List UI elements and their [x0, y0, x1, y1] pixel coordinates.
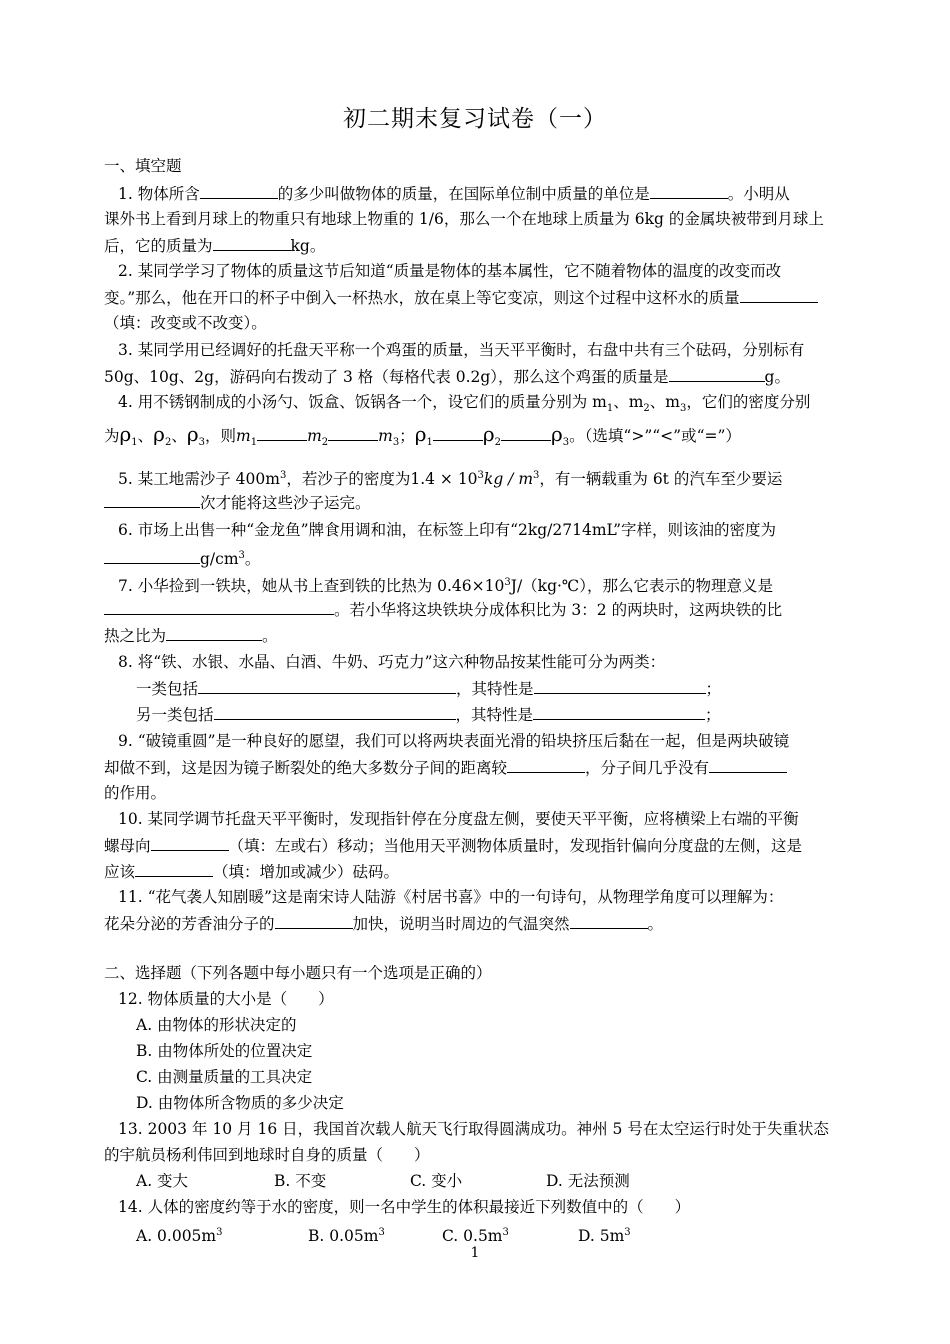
- mass-symbol: m: [307, 427, 322, 445]
- q8-line-3: [136, 704, 858, 725]
- q2-line-3: （填：改变或不改变）。: [104, 314, 267, 332]
- mass-symbol: m: [235, 427, 251, 445]
- superscript: 3: [533, 470, 540, 481]
- q9-line-1: 9. “破镜重圆”是一种良好的愿望，我们可以将两块表面光滑的铅块挤压后黏在一起，但是两块破镜: [118, 732, 790, 750]
- answer-blank[interactable]: [275, 913, 353, 929]
- text: 后，它的质量为: [104, 237, 213, 255]
- answer-blank[interactable]: [740, 287, 818, 303]
- q14-option-b[interactable]: [308, 1223, 442, 1246]
- text: 、m: [649, 393, 680, 411]
- superscript: 3: [238, 550, 245, 561]
- text: J/（kg·℃），那么它表示的物理意义是: [510, 577, 774, 595]
- text: g/cm: [200, 550, 239, 568]
- subscript: 2: [321, 437, 329, 448]
- q9-line-2: [104, 757, 858, 778]
- text: 为: [104, 427, 120, 445]
- text: 1. 物体所含: [118, 185, 200, 203]
- text: C. 0.5m: [442, 1227, 503, 1245]
- q2-line-1: 2. 某同学学习了物体的质量这节后知道“质量是物体的基本属性，它不随着物体的温度的改变而改: [118, 262, 782, 280]
- superscript: 3: [504, 577, 511, 588]
- text: ，其特性是: [455, 706, 534, 724]
- density-value: 1.4 × 10: [410, 470, 478, 488]
- subscript: 3: [680, 403, 687, 414]
- q3-line-2: [104, 366, 858, 387]
- text: 5. 某工地需沙子 400m: [118, 470, 280, 488]
- text: ；: [399, 427, 415, 445]
- answer-blank[interactable]: [570, 913, 648, 929]
- rho-symbol: ρ: [414, 422, 427, 446]
- text: 。: [262, 627, 278, 645]
- q9-line-3: 的作用。: [104, 784, 167, 802]
- q10-line-1: 10. 某同学调节托盘天平平衡时，发现指针停在分度盘左侧，要使天平平衡，应将横梁上右端的平衡: [118, 810, 799, 828]
- text: 变。”那么，他在开口的杯子中倒入一杯热水，放在桌上等它变凉，则这个过程中这杯水的质量: [104, 289, 740, 307]
- page-number: 1: [470, 1245, 480, 1261]
- q4-line-2: [104, 424, 858, 453]
- subscript: 1: [131, 437, 138, 448]
- text: 、: [171, 427, 187, 445]
- answer-blank[interactable]: [200, 183, 278, 199]
- q7-line-1: [118, 573, 858, 596]
- answer-blank[interactable]: [104, 492, 200, 508]
- q3-line-1: 3. 某同学用已经调好的托盘天平称一个鸡蛋的质量，当天平平衡时，右盘中共有三个砝码，分别标有: [118, 341, 805, 359]
- subscript: 2: [164, 437, 172, 448]
- q8-line-2: [136, 678, 858, 699]
- answer-blank[interactable]: [433, 425, 483, 441]
- text: 、: [137, 427, 154, 445]
- subscript: 3: [562, 437, 570, 448]
- q14-option-d[interactable]: [578, 1223, 631, 1246]
- q13-option-a[interactable]: A. 变大: [136, 1172, 189, 1190]
- superscript: 3: [624, 1227, 631, 1238]
- text: ，若沙子的密度为: [286, 470, 411, 488]
- q7-line-3: [104, 625, 858, 646]
- text: 、m: [613, 393, 644, 411]
- subscript: 1: [250, 437, 258, 448]
- text: 。（选填“>”“<”或“=”）: [569, 427, 741, 445]
- text: 螺母向: [104, 837, 151, 855]
- q14-stem: 14. 人体的密度约等于水的密度，则一名中学生的体积最接近下列数值中的（ ）: [118, 1198, 691, 1216]
- text: （填：左或右）移动；当他用天平测物体质量时，发现指针偏向分度盘的左侧，这是: [228, 837, 803, 855]
- q10-line-3: [104, 861, 858, 882]
- text: 。小明从: [727, 185, 790, 203]
- q13-line-2: 的宇航员杨利伟回到地球时自身的质量（ ）: [104, 1146, 430, 1164]
- text: ，它们的密度分别: [686, 393, 811, 411]
- text: 却做不到，这是因为镜子断裂处的绝大多数分子间的距离较: [104, 759, 508, 777]
- subscript: 2: [494, 437, 502, 448]
- text: D. 5m: [578, 1227, 625, 1245]
- q12-option-c[interactable]: C. 由测量质量的工具决定: [136, 1068, 313, 1086]
- q13-option-b[interactable]: B. 不变: [274, 1172, 327, 1190]
- q6-line-1: 6. 市场上出售一种“金龙鱼”牌食用调和油，在标签上印有“2kg/2714mL”字样，则该油的密度为: [118, 521, 777, 539]
- q1-line-2: 课外书上看到月球上的物重只有地球上物重的 1/6，那么一个在地球上质量为 6kg 的金属块被带到月球上: [104, 210, 824, 228]
- page-title: 初二期末复习试卷（一）: [343, 106, 607, 132]
- superscript: 3: [378, 1227, 385, 1238]
- text: 花朵分泌的芳香油分子的: [104, 915, 275, 933]
- text: A. 0.005m: [136, 1227, 217, 1245]
- superscript: 3: [216, 1227, 223, 1238]
- subscript: 3: [392, 437, 400, 448]
- q10-line-2: [104, 835, 858, 856]
- subscript: 1: [606, 403, 614, 414]
- answer-blank[interactable]: [501, 425, 551, 441]
- text: 应该: [104, 863, 136, 881]
- q12-option-d[interactable]: D. 由物体所含物质的多少决定: [136, 1094, 344, 1112]
- q11-line-2: [104, 913, 858, 934]
- text: 一类包括: [136, 680, 199, 698]
- text: ，则: [204, 427, 236, 445]
- answer-blank[interactable]: [257, 425, 307, 441]
- q13-line-1: 13. 2003 年 10 月 16 日，我国首次载人航天飞行取得圆满成功。神州 5 号在太空运行时处于失重状态: [118, 1120, 829, 1138]
- text: 的多少叫做物体的质量，在国际单位制中质量的单位是: [277, 185, 650, 203]
- text: ；: [705, 706, 721, 724]
- text: B. 0.05m: [308, 1227, 379, 1245]
- q14-option-c[interactable]: [442, 1223, 578, 1246]
- text: （填：增加或减少）砝码。: [213, 863, 400, 881]
- rho-symbol: ρ: [186, 422, 199, 446]
- text: ，其特性是: [456, 680, 534, 698]
- q14-option-a[interactable]: [136, 1223, 308, 1246]
- q13-options: [136, 1171, 858, 1191]
- answer-blank[interactable]: [198, 678, 456, 694]
- subscript: 1: [426, 437, 433, 448]
- mass-symbol: m: [378, 427, 393, 445]
- q11-line-1: 11. “花气袭人知剧暖”这是南宋诗人陆游《村居书喜》中的一句诗句，从物理学角度可以理解为：: [118, 888, 784, 906]
- text: 。若小华将这块铁块分成体积比为 3：2 的两块时，这两块铁的比: [334, 601, 783, 619]
- answer-blank[interactable]: [104, 548, 200, 564]
- answer-blank[interactable]: [104, 599, 334, 615]
- rho-symbol: ρ: [551, 422, 563, 446]
- q12-option-b[interactable]: B. 由物体所处的位置决定: [136, 1042, 313, 1060]
- text: ，有一辆载重为 6t 的汽车至少要运: [539, 470, 783, 488]
- text: 4. 用不锈钢制成的小汤勺、饭盒、饭锅各一个，设它们的质量分别为 m: [118, 393, 607, 411]
- text: 。: [647, 915, 664, 933]
- answer-blank[interactable]: [151, 835, 229, 851]
- answer-blank[interactable]: [213, 235, 291, 251]
- q2-line-2: [104, 287, 858, 308]
- superscript: 3: [279, 470, 287, 481]
- text: ；: [705, 680, 722, 698]
- text: 次才能将这些沙子运完。: [200, 494, 371, 512]
- q12-stem: 12. 物体质量的大小是（ ）: [118, 990, 334, 1008]
- subscript: 3: [198, 437, 205, 448]
- section-fill-in: 一、填空题: [104, 157, 182, 175]
- q13-option-c[interactable]: C. 变小: [410, 1172, 463, 1190]
- rho-symbol: ρ: [482, 422, 495, 446]
- text: ，分子间几乎没有: [585, 759, 710, 777]
- superscript: 3: [502, 1227, 509, 1238]
- answer-blank[interactable]: [533, 704, 705, 720]
- text: kg。: [290, 237, 326, 255]
- q5-line-2: [104, 492, 858, 513]
- q12-option-a[interactable]: A. 由物体的形状决定的: [136, 1016, 297, 1034]
- q14-options: [136, 1223, 858, 1246]
- text: 。: [244, 550, 261, 568]
- answer-blank[interactable]: [135, 861, 213, 877]
- q6-line-2: [104, 546, 858, 569]
- answer-blank[interactable]: [166, 625, 262, 641]
- answer-blank[interactable]: [669, 366, 765, 382]
- answer-blank[interactable]: [650, 183, 728, 199]
- q7-line-2: [104, 599, 858, 620]
- q1-line-3: [104, 235, 858, 256]
- subscript: 2: [643, 403, 650, 414]
- text: 热之比为: [104, 627, 167, 645]
- answer-blank[interactable]: [507, 757, 585, 773]
- rho-symbol: ρ: [119, 422, 132, 446]
- answer-blank[interactable]: [214, 704, 456, 720]
- q13-option-d[interactable]: D. 无法预测: [546, 1172, 630, 1190]
- answer-blank[interactable]: [328, 425, 378, 441]
- text: g。: [764, 368, 790, 386]
- q4-line-1: [118, 392, 858, 419]
- superscript: 3: [477, 470, 484, 481]
- section-multiple-choice: 二、选择题（下列各题中每小题只有一个选项是正确的）: [104, 964, 492, 982]
- text: 50g、10g、2g，游码向右拨动了 3 格（每格代表 0.2g），那么这个鸡蛋的质量是: [104, 368, 669, 386]
- q1-line-1: [118, 183, 858, 204]
- text: 另一类包括: [136, 706, 214, 724]
- text: 加快，说明当时周边的气温突然: [352, 915, 570, 933]
- answer-blank[interactable]: [534, 678, 706, 694]
- density-unit: kg / m: [483, 470, 534, 488]
- rho-symbol: ρ: [153, 422, 165, 446]
- text: 7. 小华捡到一铁块，她从书上查到铁的比热为 0.46×10: [118, 577, 505, 595]
- q5-line-1: [118, 466, 858, 489]
- answer-blank[interactable]: [709, 757, 787, 773]
- q8-line-1: 8. 将“铁、水银、水晶、白酒、牛奶、巧克力”这六种物品按某性能可分为两类：: [118, 653, 666, 671]
